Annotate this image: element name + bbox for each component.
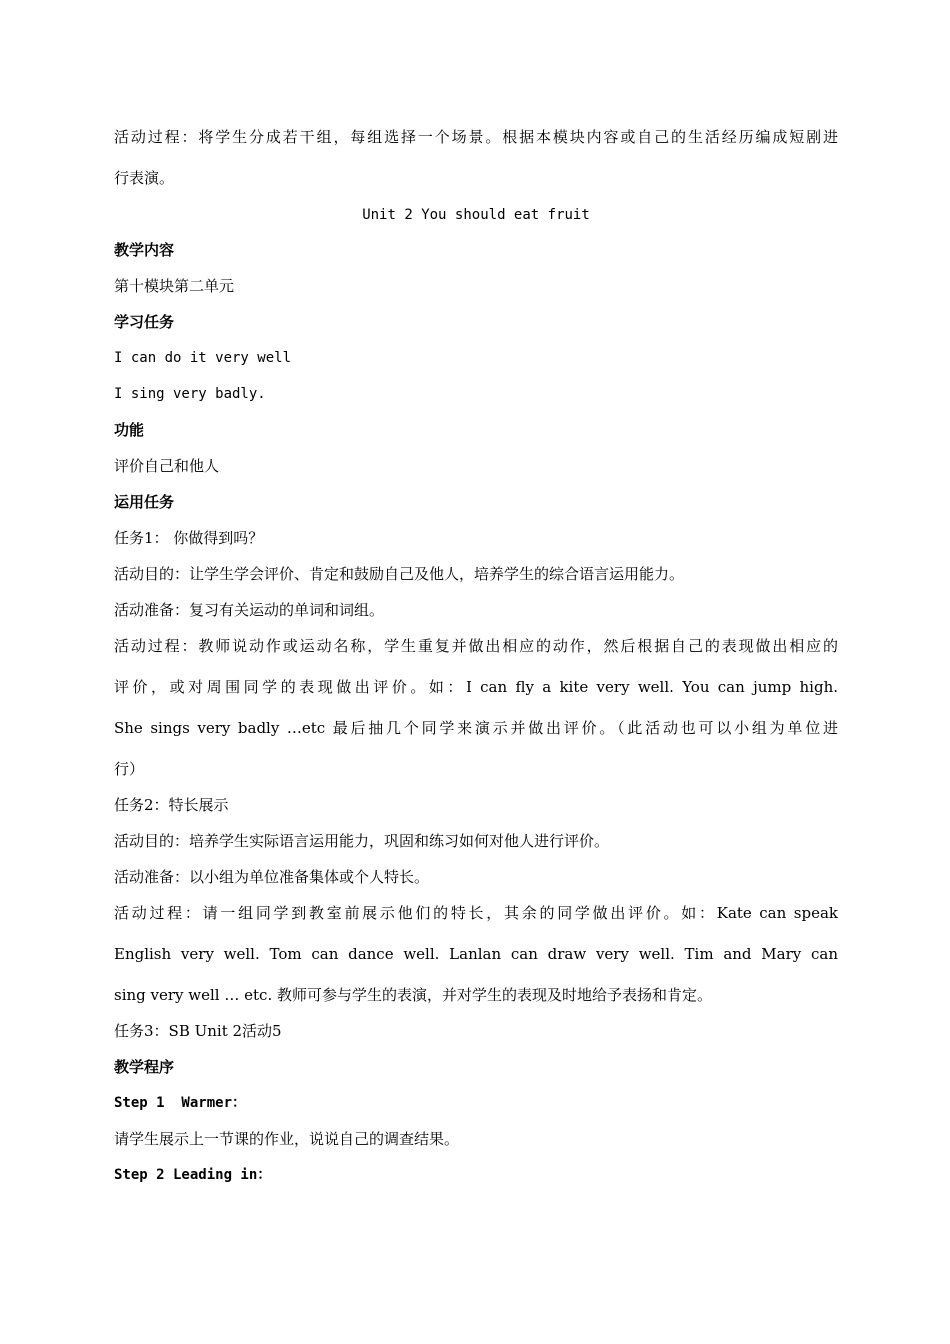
task-2-title: 任务2：特长展示 bbox=[114, 796, 229, 814]
learning-task-sentence-1: I can do it very well bbox=[114, 350, 292, 366]
heading-application-tasks: 运用任务 bbox=[114, 493, 175, 511]
task-1-goal: 活动目的：让学生学会评价、肯定和鼓励自己及他人，培养学生的综合语言运用能力。 bbox=[114, 565, 685, 583]
heading-learning-tasks: 学习任务 bbox=[114, 313, 175, 331]
task-2-process-line-3: sing very well … etc. 教师可参与学生的表演，并对学生的表现及时地给予表扬和肯定。 bbox=[114, 986, 712, 1004]
step-2-heading: Step 2 Leading in： bbox=[114, 1167, 272, 1183]
activity-process-line-2: 行表演。 bbox=[114, 169, 175, 187]
task-2-process-line-1: 活动过程：请一组同学到教室前展示他们的特长，其余的同学做出评价。如：Kate can speak bbox=[114, 904, 838, 922]
step-1-text: 请学生展示上一节课的作业，说说自己的调查结果。 bbox=[114, 1130, 460, 1148]
step-1-heading: Step 1 Warmer： bbox=[114, 1095, 247, 1111]
task-2-goal: 活动目的：培养学生实际语言运用能力，巩固和练习如何对他人进行评价。 bbox=[114, 832, 610, 850]
task-2-process-line-2: English very well. Tom can dance well. Lanlan can draw very well. Tim and Mary can bbox=[114, 945, 838, 963]
heading-teaching-content: 教学内容 bbox=[114, 241, 175, 259]
task-1-process-line-3: She sings very badly …etc 最后抽几个同学来演示并做出评价。（此活动也可以小组为单位进 bbox=[114, 719, 838, 737]
teaching-content-text: 第十模块第二单元 bbox=[114, 277, 235, 295]
task-1-process-line-4: 行） bbox=[114, 760, 145, 778]
task-1-preparation: 活动准备：复习有关运动的单词和词组。 bbox=[114, 601, 385, 619]
activity-process-line-1: 活动过程：将学生分成若干组，每组选择一个场景。根据本模块内容或自己的生活经历编成短剧进 bbox=[114, 128, 838, 146]
task-3-title: 任务3：SB Unit 2活动5 bbox=[114, 1022, 282, 1040]
unit-title: Unit 2 You should eat fruit bbox=[362, 207, 590, 223]
task-1-title: 任务1： 你做得到吗？ bbox=[114, 529, 264, 547]
function-text: 评价自己和他人 bbox=[114, 457, 220, 475]
heading-function: 功能 bbox=[114, 421, 145, 439]
task-2-preparation: 活动准备：以小组为单位准备集体或个人特长。 bbox=[114, 868, 430, 886]
task-1-process-line-1: 活动过程：教师说动作或运动名称，学生重复并做出相应的动作，然后根据自己的表现做出相应的 bbox=[114, 637, 838, 655]
task-1-process-line-2: 评价，或对周围同学的表现做出评价。如：I can fly a kite very well. You can jump high. bbox=[114, 678, 838, 696]
learning-task-sentence-2: I sing very badly. bbox=[114, 386, 266, 402]
heading-teaching-procedure: 教学程序 bbox=[114, 1058, 175, 1076]
